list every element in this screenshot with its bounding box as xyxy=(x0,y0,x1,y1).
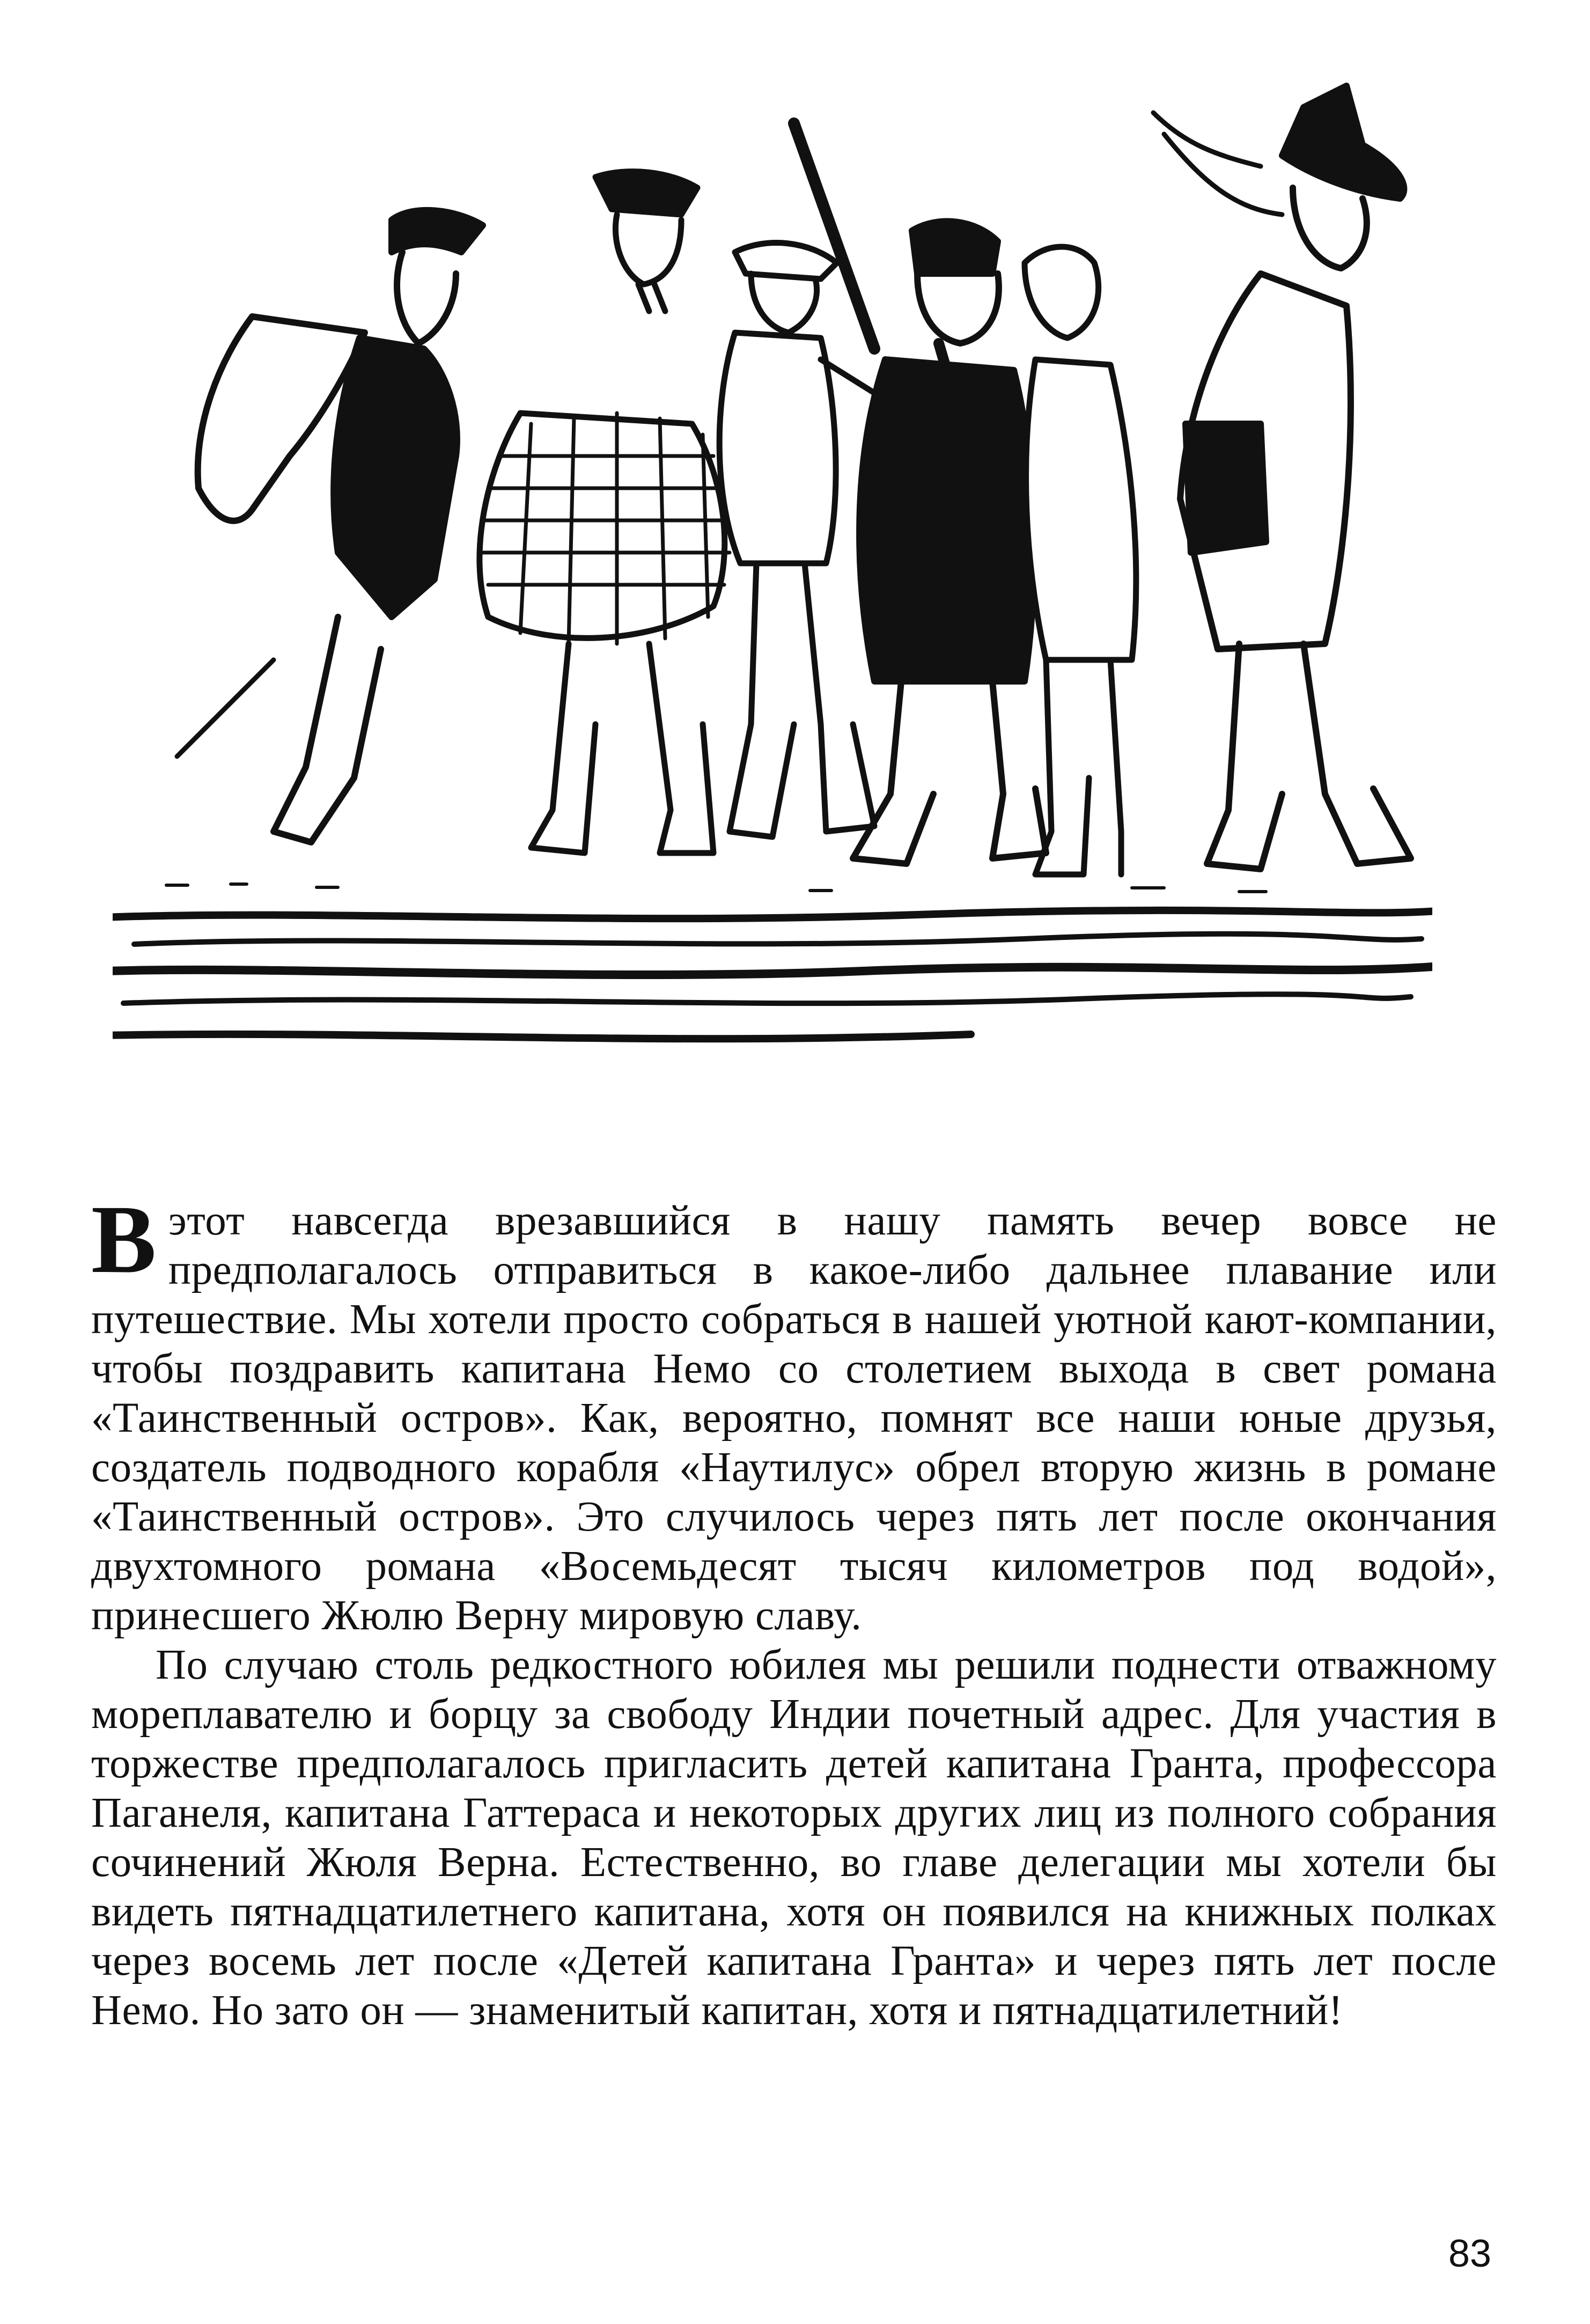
paragraph-1-text: этот навсегда врезавшийся в нашу память вечер вовсе не предполагалось отправиться в какое-либо дальнее плавание или путешествие. Мы хотели просто собраться в нашей уютной кают-компании, чтобы поздравить капитана Немо со столетием выхода в свет романа «Таинственный остров». Как, вероятно, помнят все наши юные друзья, создатель подводного корабля «Наутилус» обрел вторую жизнь в романе «Таинственный остров». Это случилось через пять лет после окончания двухтомного романа «Восемьдесят тысяч километров под водой», принесшего Жюлю Верну мировую славу. xyxy=(91,1197,1497,1639)
figure-masked-man xyxy=(1025,247,1136,874)
page-number: 83 xyxy=(1448,2232,1492,2275)
drop-cap: В xyxy=(91,1186,157,1293)
figure-tall-man xyxy=(1153,86,1411,869)
figure-plaid-man xyxy=(480,172,730,853)
paragraph-2: По случаю столь редкостного юбилея мы решили поднести отважному мореплавателю и борцу за свободу Индии почетный адрес. Для участия в торжестве предполагалось пригласить детей капитана Гранта, профессора Паганеля, капитана Гаттераса и некоторых других лиц из полного собрания сочинений Жюля Верна. Естественно, во главе делегации мы хотели бы видеть пятнадцатилетнего капитана, хотя он появился на книжных полках через восемь лет после «Детей капитана Гранта» и через пять лет после Немо. Но зато он — знаменитый капитан, хотя и пятнадцатилетний! xyxy=(91,1642,1497,2034)
figure-cloaked-man xyxy=(177,210,483,842)
illustration-walking-figures xyxy=(113,80,1432,1089)
ground-lines xyxy=(113,884,1432,1039)
article-body xyxy=(91,1186,1497,2035)
paragraph-1 xyxy=(91,1186,1497,1641)
